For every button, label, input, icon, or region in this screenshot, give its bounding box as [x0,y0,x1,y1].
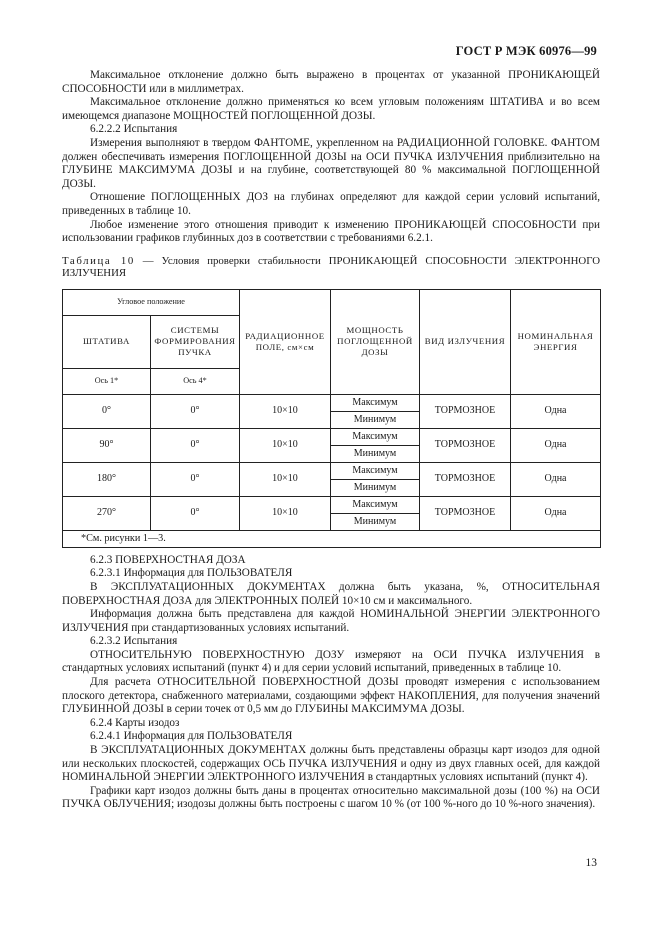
table-caption-text: — Условия проверки стабильности ПРОНИКАЮЩЕЙ СПОСОБНОСТИ ЭЛЕКТРОННОГО ИЗЛУЧЕНИЯ [62,254,600,280]
section-heading: 6.2.4 Карты изодоз [90,716,180,729]
cell-dose-max: Максимум [331,394,420,411]
cell-field: 10×10 [240,496,331,530]
cell-system: 0° [151,462,240,496]
page-number: 13 [585,857,597,869]
cell-field: 10×10 [240,462,331,496]
header-gantry: ШТАТИВА [63,315,151,368]
paragraph: Для расчета ОТНОСИТЕЛЬНОЙ ПОВЕРХНОСТНОЙ ДОЗЫ проводят измерения с использованием плоского детектора, снабженного материалами, создающими эффект НАКОПЛЕНИЯ, для получения значений ГЛУБИННОЙ ДОЗЫ в серии точек от 0,5 мм до ГЛУБИНЫ МАКСИМУМА ДОЗЫ. [62,676,600,716]
paragraph: Измерения выполняют в твердом ФАНТОМЕ, укрепленном на РАДИАЦИОННОЙ ГОЛОВКЕ. ФАНТОМ должен обеспечивать измерения ПОГЛОЩЕННОЙ ДОЗЫ на ОСИ ПУЧКА ИЗЛУЧЕНИЯ приблизительно на ГЛУБИНЕ МАКСИМУМА ДОЗЫ и на глубине, соответствующей 80 % максимальной ПОГЛОЩЕННОЙ ДОЗЫ. [62,136,600,190]
cell-radiation-type: ТОРМОЗНОЕ [420,462,511,496]
cell-dose-max: Максимум [331,496,420,513]
header-field: РАДИАЦИОННОЕ ПОЛЕ, см×см [240,289,331,394]
cell-system: 0° [151,428,240,462]
cell-system: 0° [151,394,240,428]
header-radiation-type: ВИД ИЗЛУЧЕНИЯ [420,289,511,394]
header-beam-system: СИСТЕМЫ ФОРМИРОВАНИЯ ПУЧКА [151,315,240,368]
paragraph: Максимальное отклонение должно применяться ко всем угловым положениям ШТАТИВА и во всем имеющемся диапазоне МОЩНОСТЕЙ ПОГЛОЩЕННОЙ ДОЗЫ. [62,96,600,122]
cell-radiation-type: ТОРМОЗНОЕ [420,394,511,428]
cell-field: 10×10 [240,394,331,428]
cell-gantry: 90° [63,428,151,462]
cell-radiation-type: ТОРМОЗНОЕ [420,428,511,462]
paragraph: Графики карт изодоз должны быть даны в процентах относительно максимальной дозы (100 %) на ОСИ ПУЧКА ОБЛУЧЕНИЯ; изодозы должны быть построены с шагом 10 % (от 100 %-ного до 10 %-ного значения). [62,784,600,811]
subsection-heading: 6.2.3.1 Информация для ПОЛЬЗОВАТЕЛЯ [90,567,293,580]
paragraph: Информация должна быть представлена для каждой НОМИНАЛЬНОЙ ЭНЕРГИИ ЭЛЕКТРОННОГО ИЗЛУЧЕНИЯ при стандартизованных условиях испытаний. [62,608,600,634]
table-caption [62,255,600,280]
header-angular-position: Угловое положение [63,289,240,315]
cell-gantry: 180° [63,462,151,496]
paragraph: Отношение ПОГЛОЩЕННЫХ ДОЗ на глубинах определяют для каждой серии условий испытаний, приведенных в таблице 10. [62,191,600,217]
cell-dose-min: Минимум [331,479,420,496]
table-caption-label: Таблица 10 [62,254,135,267]
section-heading: 6.2.3 ПОВЕРХНОСТНАЯ ДОЗА [90,553,246,566]
header-axis-1: Ось 1* [63,368,151,394]
header-energy: НОМИНАЛЬНАЯ ЭНЕРГИЯ [511,289,601,394]
cell-energy: Одна [511,428,601,462]
header-dose-rate: МОЩНОСТЬ ПОГЛОЩЕННОЙ ДОЗЫ [331,289,420,394]
cell-dose-min: Минимум [331,445,420,462]
cell-energy: Одна [511,462,601,496]
cell-field: 10×10 [240,428,331,462]
header-axis-4: Ось 4* [151,368,240,394]
cell-system: 0° [151,496,240,530]
page-content [62,69,600,812]
subsection-heading: 6.2.2.2 Испытания [90,123,178,136]
subsection-heading: 6.2.4.1 Информация для ПОЛЬЗОВАТЕЛЯ [90,730,293,743]
paragraph: Максимальное отклонение должно быть выражено в процентах от указанной ПРОНИКАЮЩЕЙ СПОСОБНОСТИ или в миллиметрах. [62,69,600,95]
document-header: ГОСТ Р МЭК 60976—99 [455,44,597,58]
paragraph: В ЭКСПЛУАТАЦИОННЫХ ДОКУМЕНТАХ должны быть представлены образцы карт изодоз для одной или нескольких плоскостей, содержащих ОСЬ ПУЧКА ИЗЛУЧЕНИЯ и одну из двух главных осей, для каждой НОМИНАЛЬНОЙ ЭНЕРГИИ ЭЛЕКТРОННОГО ИЗЛУЧЕНИЯ в стандартных условиях испытаний (пункт 4). [62,744,600,784]
table-footnote: *См. рисунки 1—3. [63,530,601,547]
paragraph: Любое изменение этого отношения приводит к изменению ПРОНИКАЮЩЕЙ СПОСОБНОСТИ при использовании графиков глубинных доз в соответствии с требованиями 6.2.1. [62,218,600,245]
subsection-heading: 6.2.3.2 Испытания [90,635,178,648]
cell-dose-max: Максимум [331,462,420,479]
cell-gantry: 0° [63,394,151,428]
cell-energy: Одна [511,394,601,428]
paragraph: ОТНОСИТЕЛЬНУЮ ПОВЕРХНОСТНУЮ ДОЗУ измеряют на ОСИ ПУЧКА ИЗЛУЧЕНИЯ в стандартных условиях испытаний (пункт 4) и для серии условий испытаний, приведенных в таблице 10. [62,648,600,675]
conditions-table [62,289,601,548]
cell-dose-max: Максимум [331,428,420,445]
cell-energy: Одна [511,496,601,530]
cell-dose-min: Минимум [331,411,420,428]
cell-radiation-type: ТОРМОЗНОЕ [420,496,511,530]
paragraph: В ЭКСПЛУАТАЦИОННЫХ ДОКУМЕНТАХ должна быть указана, %, ОТНОСИТЕЛЬНАЯ ПОВЕРХНОСТНАЯ ДОЗА для ЭЛЕКТРОННЫХ ПОЛЕЙ 10×10 см и максимального. [62,580,600,607]
cell-gantry: 270° [63,496,151,530]
cell-dose-min: Минимум [331,513,420,530]
